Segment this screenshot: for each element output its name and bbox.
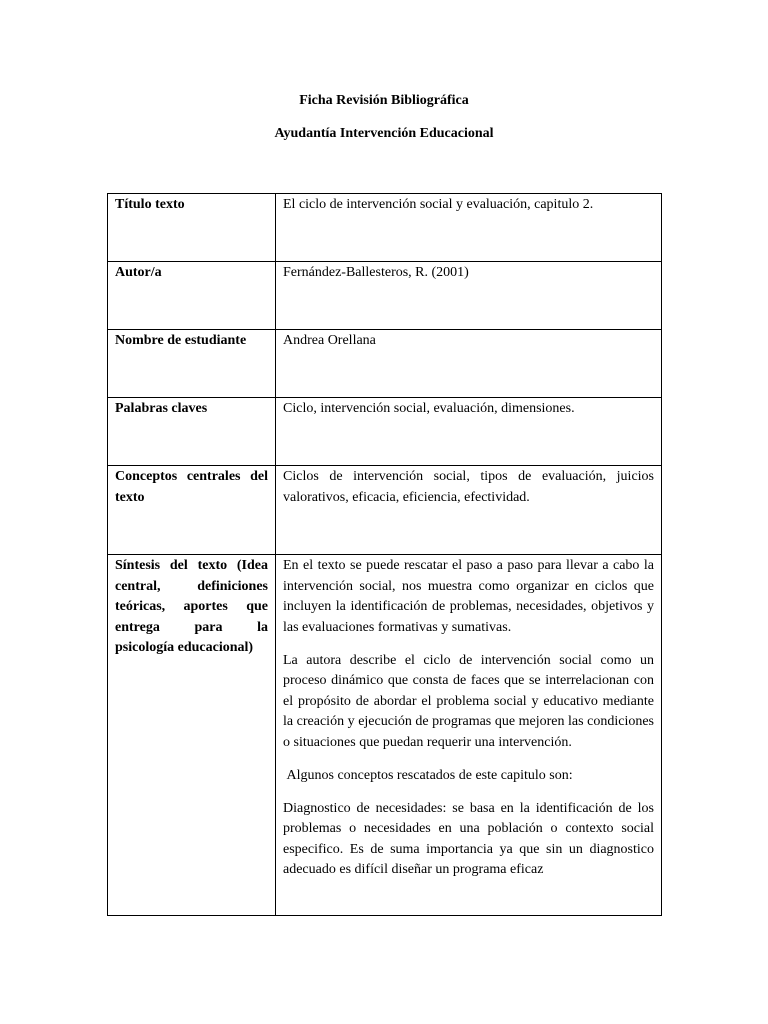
row-value-titulo: El ciclo de intervención social y evaluación, capitulo 2. [276, 194, 662, 262]
row-label-sintesis: Síntesis del texto (Idea central, definiciones teóricas, aportes que entrega para la psicología educacional) [108, 555, 276, 916]
sintesis-paragraph: En el texto se puede rescatar el paso a paso para llevar a cabo la intervención social, nos muestra como organizar en ciclos que incluyen la identificación de problemas, necesidades, objetivos y las evaluaciones formativas y sumativas. [283, 558, 654, 635]
table-row-estudiante [108, 330, 662, 398]
document-title: Ficha Revisión Bibliográfica [299, 93, 469, 108]
sintesis-paragraph: La autora describe el ciclo de intervención social como un proceso dinámico que consta de faces que se interrelacionan con el propósito de abordar el problema social y educativo mediante la creación y ejecución de programas que mejoren las condiciones o situaciones que puedan requerir una intervención. [283, 652, 654, 750]
table-row-conceptos [108, 466, 662, 555]
row-label-autor: Autor/a [108, 262, 276, 330]
row-value-conceptos: Ciclos de intervención social, tipos de evaluación, juicios valorativos, eficacia, eficiencia, efectividad. [276, 466, 662, 555]
row-value-autor: Fernández-Ballesteros, R. (2001) [276, 262, 662, 330]
table-row-sintesis [108, 555, 662, 916]
row-label-conceptos: Conceptos centrales del texto [108, 466, 276, 555]
row-value-estudiante: Andrea Orellana [276, 330, 662, 398]
document-subtitle: Ayudantía Intervención Educacional [274, 126, 494, 141]
row-value-palabras-claves: Ciclo, intervención social, evaluación, dimensiones. [276, 398, 662, 466]
table-row-autor [108, 262, 662, 330]
row-value-sintesis [276, 555, 662, 916]
row-label-palabras-claves: Palabras claves [108, 398, 276, 466]
table-row-palabras-claves [108, 398, 662, 466]
review-table [107, 193, 662, 916]
sintesis-paragraph: Algunos conceptos rescatados de este capitulo son: [283, 767, 573, 783]
table-row-titulo [108, 194, 662, 262]
row-label-titulo: Título texto [108, 194, 276, 262]
sintesis-paragraph: Diagnostico de necesidades: se basa en la identificación de los problemas o necesidades en una población o contexto social especifico. Es de suma importancia ya que sin un diagnostico adecuado es difícil diseñar un programa eficaz [283, 800, 654, 877]
row-label-estudiante: Nombre de estudiante [108, 330, 276, 398]
